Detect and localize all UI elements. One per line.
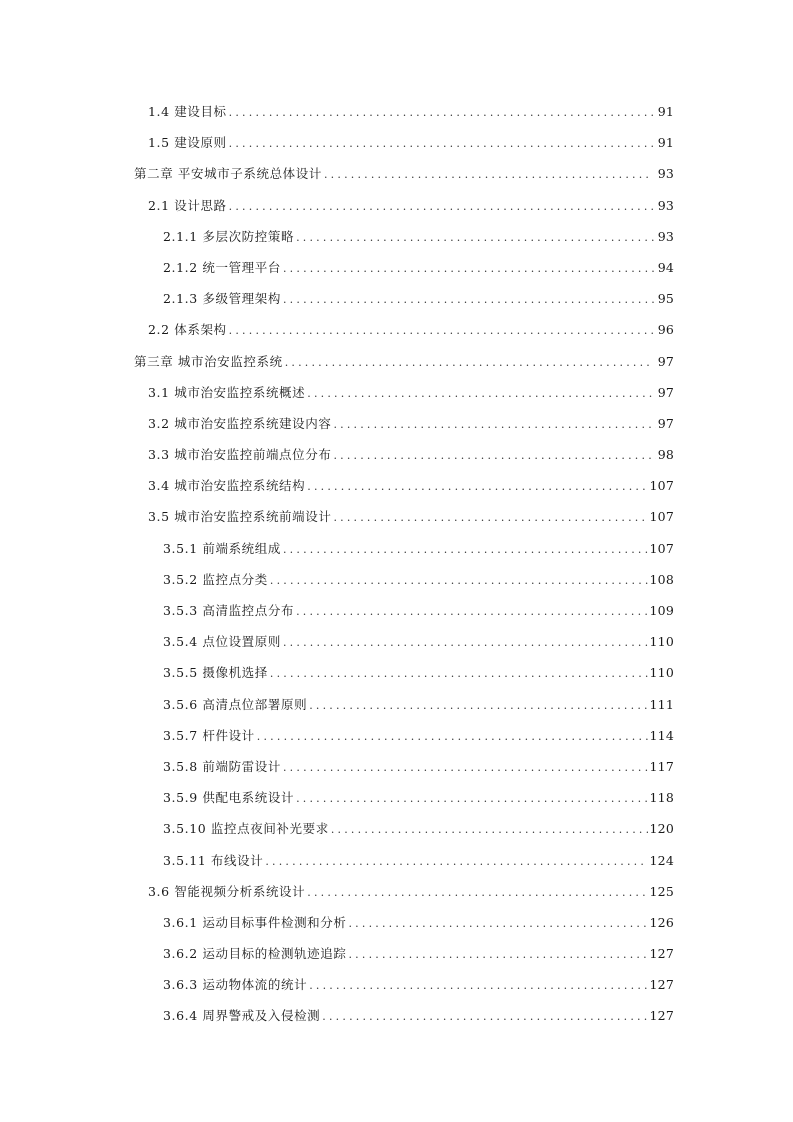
toc-entry-label: 3.5.7 杆件设计 [163,727,255,743]
toc-entry-page: 95 [657,291,674,307]
toc-entry-label: 3.1 城市治安监控系统概述 [148,384,306,400]
toc-dot-leader [333,507,647,529]
toc-dot-leader [309,695,647,717]
toc-entry-page: 110 [649,634,674,650]
toc-entry-3-5-3[interactable] [134,600,674,631]
toc-entry-label: 2.2 体系架构 [148,322,227,338]
toc-entry-3-5-2[interactable] [134,569,674,600]
toc-entry-3-6[interactable] [134,881,674,912]
toc-entry-2-1-1[interactable] [134,226,674,257]
toc-entry-3-6-1[interactable] [134,912,674,943]
toc-entry-page: 91 [657,135,674,151]
toc-entry-page: 118 [649,790,674,806]
toc-entry-page: 125 [649,883,674,899]
toc-entry-label: 3.6.2 运动目标的检测轨迹追踪 [163,946,347,962]
toc-entry-page: 120 [649,821,674,837]
toc-entry-label: 3.4 城市治安监控系统结构 [148,478,306,494]
toc-entry-label: 1.4 建设目标 [148,104,227,119]
toc-dot-leader [307,476,647,498]
toc-entry-page: 111 [649,696,674,712]
toc-entry-page: 107 [649,478,674,494]
toc-entry-label: 3.5.3 高清监控点分布 [163,603,295,618]
toc-entry-2-1[interactable] [134,195,674,226]
toc-entry-label: 3.5 城市治安监控系统前端设计 [148,509,332,525]
toc-entry-page: 127 [649,946,674,962]
toc-entry-3-5-5[interactable] [134,662,674,693]
toc-dot-leader [265,851,647,873]
toc-entry-1-5[interactable] [134,132,674,163]
toc-dot-leader [324,164,652,186]
toc-entry-page: 127 [649,1008,674,1024]
toc-entry-page: 127 [649,977,674,993]
toc-entry-label: 3.2 城市治安监控系统建设内容 [148,415,332,431]
toc-entry-page: 93 [657,166,674,182]
toc-dot-leader [283,757,648,779]
table-of-contents [134,101,674,1037]
toc-entry-label: 3.6.4 周界警戒及入侵检测 [163,1008,321,1024]
toc-entry-page: 124 [649,852,674,868]
toc-dot-leader [309,975,647,997]
toc-dot-leader [348,944,647,966]
toc-dot-leader [307,882,647,904]
toc-entry-label: 2.1.1 多层次防控策略 [163,228,295,244]
toc-entry-page: 91 [657,104,674,119]
toc-dot-leader [229,133,656,155]
toc-dot-leader [229,196,656,218]
toc-dot-leader [307,383,655,405]
toc-dot-leader [331,819,648,841]
toc-dot-leader [333,414,655,436]
toc-dot-leader [283,289,656,311]
toc-entry-3-5-4[interactable] [134,631,674,662]
toc-entry-page: 93 [657,228,674,244]
toc-entry-page: 107 [649,509,674,525]
toc-entry-page: 98 [657,447,674,463]
toc-dot-leader [283,632,648,654]
toc-dot-leader [348,913,647,935]
toc-entry-page: 107 [649,540,674,556]
toc-entry-label: 3.5.8 前端防雷设计 [163,758,281,774]
toc-entry-3-4[interactable] [134,475,674,506]
toc-entry-2-1-2[interactable] [134,257,674,288]
toc-entry-label: 3.5.9 供配电系统设计 [163,790,295,806]
toc-entry-label: 2.1.3 多级管理架构 [163,291,281,307]
toc-entry-label: 3.5.5 摄像机选择 [163,665,268,681]
toc-entry-label: 3.5.6 高清点位部署原则 [163,696,308,712]
toc-entry-3-3[interactable] [134,444,674,475]
toc-entry-label: 3.5.1 前端系统组成 [163,540,281,556]
toc-entry-3-5-8[interactable] [134,756,674,787]
toc-entry-page: 108 [649,571,674,587]
toc-entry-label: 2.1 设计思路 [148,197,227,213]
toc-dot-leader [229,102,656,124]
toc-entry-label: 3.5.4 点位设置原则 [163,634,281,650]
toc-dot-leader [257,726,648,748]
toc-entry-label: 3.3 城市治安监控前端点位分布 [148,447,332,463]
toc-entry-label: 3.6.3 运动物体流的统计 [163,977,308,993]
toc-chapter-3[interactable] [134,351,674,382]
toc-entry-3-5-6[interactable] [134,694,674,725]
toc-entry-3-1[interactable] [134,382,674,413]
toc-dot-leader [296,601,647,623]
toc-entry-3-6-4[interactable] [134,1005,674,1036]
toc-dot-leader [285,352,652,374]
toc-entry-page: 97 [657,415,674,431]
toc-entry-3-5-7[interactable] [134,725,674,756]
toc-dot-leader [229,320,656,342]
toc-entry-3-5-9[interactable] [134,787,674,818]
toc-entry-3-5[interactable] [134,506,674,537]
toc-entry-page: 94 [657,259,674,275]
toc-entry-page: 96 [657,322,674,338]
toc-entry-page: 109 [649,603,674,618]
toc-entry-page: 126 [649,914,674,930]
toc-entry-label: 第二章 平安城市子系统总体设计 [134,166,322,182]
toc-dot-leader [322,1006,647,1028]
toc-dot-leader [333,445,655,467]
toc-entry-3-6-2[interactable] [134,943,674,974]
toc-entry-label: 3.6.1 运动目标事件检测和分析 [163,914,347,930]
toc-dot-leader [283,539,648,561]
toc-entry-1-4[interactable] [134,101,674,132]
toc-dot-leader [283,258,656,280]
toc-dot-leader [270,663,648,685]
toc-entry-page: 93 [657,197,674,213]
toc-entry-label: 3.5.11 布线设计 [163,852,264,868]
toc-entry-label: 3.5.2 监控点分类 [163,571,268,587]
toc-entry-page: 97 [657,384,674,400]
toc-dot-leader [296,227,656,249]
toc-entry-page: 110 [649,665,674,681]
toc-entry-label: 1.5 建设原则 [148,135,227,151]
toc-entry-label: 第三章 城市治安监控系统 [134,353,283,369]
toc-entry-3-5-1[interactable] [134,538,674,569]
toc-entry-label: 2.1.2 统一管理平台 [163,259,281,275]
toc-entry-2-1-3[interactable] [134,288,674,319]
toc-entry-page: 97 [657,353,674,369]
toc-entry-page: 114 [649,727,674,743]
toc-entry-page: 117 [649,758,674,774]
toc-entry-2-2[interactable] [134,319,674,350]
toc-dot-leader [296,788,647,810]
toc-entry-3-2[interactable] [134,413,674,444]
toc-entry-3-6-3[interactable] [134,974,674,1005]
toc-dot-leader [270,570,648,592]
toc-entry-label: 3.5.10 监控点夜间补光要求 [163,821,329,837]
toc-entry-3-5-10[interactable] [134,818,674,849]
toc-entry-3-5-11[interactable] [134,850,674,881]
toc-chapter-2[interactable] [134,163,674,194]
toc-entry-label: 3.6 智能视频分析系统设计 [148,883,306,899]
